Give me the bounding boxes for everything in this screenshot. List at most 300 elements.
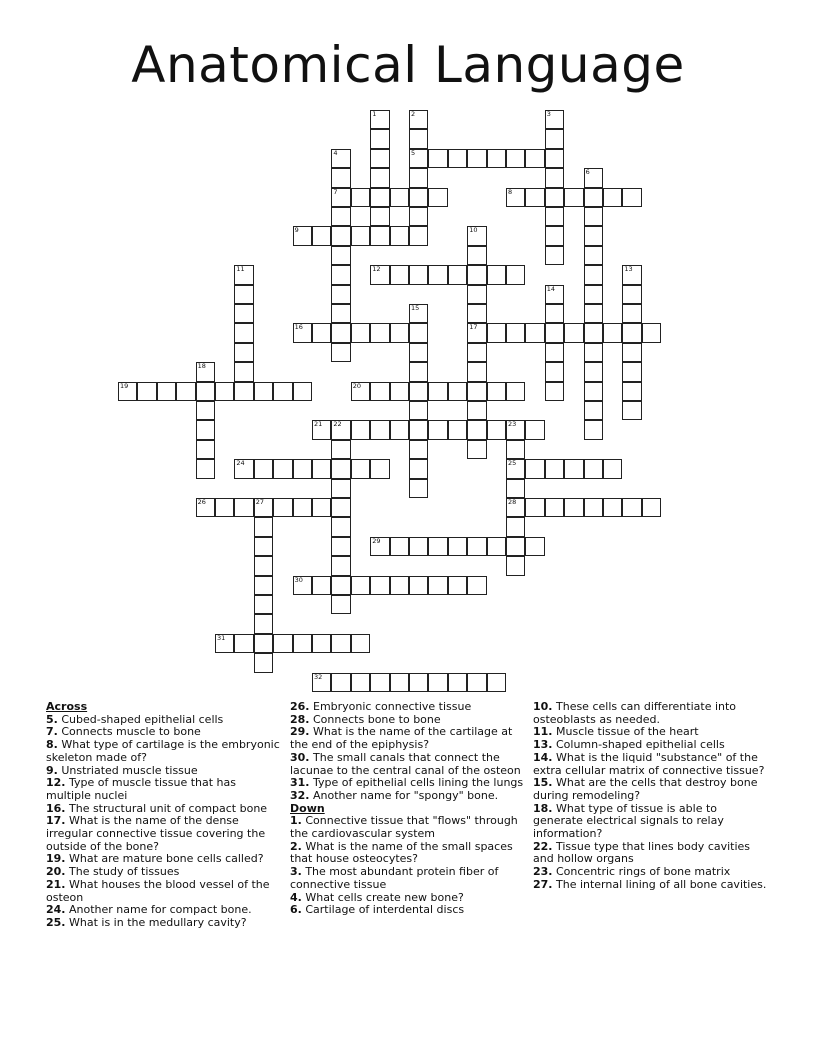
grid-cell[interactable] [196, 382, 215, 401]
grid-cell[interactable] [467, 246, 486, 265]
clue-text: What type of tissue is able to generate electrical signals to relay information? [533, 801, 724, 841]
grid-cell[interactable] [390, 420, 409, 439]
grid-cell[interactable] [215, 498, 234, 517]
grid-cell[interactable] [331, 149, 350, 168]
grid-cell[interactable] [196, 401, 215, 420]
clue-number: 7 [333, 187, 338, 196]
grid-cell[interactable] [273, 459, 292, 478]
grid-cell[interactable] [409, 459, 428, 478]
grid-cell[interactable] [409, 420, 428, 439]
grid-cell[interactable] [545, 382, 564, 401]
grid-cell[interactable] [584, 226, 603, 245]
grid-cell[interactable] [370, 420, 389, 439]
grid-cell[interactable] [487, 673, 506, 692]
grid-cell[interactable] [254, 634, 273, 653]
grid-cell[interactable] [370, 323, 389, 342]
grid-cell[interactable] [487, 149, 506, 168]
grid-cell[interactable] [390, 576, 409, 595]
grid-cell[interactable] [467, 420, 486, 439]
grid-cell[interactable] [428, 576, 447, 595]
clue-number-label: 28. [290, 712, 310, 726]
grid-cell[interactable] [467, 323, 486, 342]
grid-cell[interactable] [467, 537, 486, 556]
grid-cell[interactable] [622, 265, 641, 284]
grid-cell[interactable] [331, 537, 350, 556]
grid-cell[interactable] [584, 420, 603, 439]
grid-cell[interactable] [293, 323, 312, 342]
clue-text: What is the liquid "substance" of the extra cellular matrix of connective tissue? [533, 750, 765, 777]
grid-cell[interactable] [448, 673, 467, 692]
grid-cell[interactable] [487, 382, 506, 401]
grid-cell[interactable] [564, 459, 583, 478]
grid-cell[interactable] [545, 149, 564, 168]
grid-cell[interactable] [370, 537, 389, 556]
grid-cell[interactable] [331, 343, 350, 362]
grid-cell[interactable] [506, 440, 525, 459]
grid-cell[interactable] [506, 323, 525, 342]
clue-text: These cells can differentiate into osteoblasts as needed. [533, 700, 737, 726]
grid-cell[interactable] [545, 129, 564, 148]
grid-cell[interactable] [409, 110, 428, 129]
grid-cell[interactable] [370, 168, 389, 187]
clue-text: Muscle tissue of the heart [552, 725, 699, 739]
grid-cell[interactable] [506, 498, 525, 517]
clue-number: 27 [255, 498, 265, 506]
grid-cell[interactable] [137, 382, 156, 401]
clue-number: 25 [508, 459, 517, 468]
grid-cell[interactable] [409, 188, 428, 207]
grid-cell[interactable] [545, 168, 564, 187]
grid-cell[interactable] [273, 634, 292, 653]
grid-cell[interactable] [603, 323, 622, 342]
grid-cell[interactable] [642, 323, 661, 342]
grid-cell[interactable] [506, 149, 525, 168]
grid-cell[interactable] [331, 285, 350, 304]
grid-cell[interactable] [603, 498, 622, 517]
clue-item [46, 777, 282, 802]
grid-cell[interactable] [409, 576, 428, 595]
grid-cell[interactable] [312, 576, 331, 595]
clue-number: 19 [120, 381, 129, 390]
grid-cell[interactable] [506, 556, 525, 575]
grid-cell[interactable] [584, 401, 603, 420]
grid-cell[interactable] [409, 304, 428, 323]
grid-cell[interactable] [331, 246, 350, 265]
clue-number: 29 [372, 536, 381, 545]
grid-cell[interactable] [603, 188, 622, 207]
grid-cell[interactable] [584, 343, 603, 362]
grid-cell[interactable] [467, 673, 486, 692]
clue-number: 21 [314, 420, 323, 429]
grid-cell[interactable] [603, 459, 622, 478]
grid-cell[interactable] [312, 226, 331, 245]
grid-cell[interactable] [293, 498, 312, 517]
grid-cell[interactable] [370, 673, 389, 692]
clue-text: Another name for compact bone. [65, 903, 252, 917]
grid-cell[interactable] [312, 459, 331, 478]
grid-cell[interactable] [545, 207, 564, 226]
grid-cell[interactable] [584, 498, 603, 517]
clue-number: 6 [585, 168, 590, 177]
grid-cell[interactable] [506, 382, 525, 401]
grid-cell[interactable] [370, 576, 389, 595]
clue-number: 30 [294, 575, 303, 584]
grid-cell[interactable] [312, 420, 331, 439]
grid-cell[interactable] [467, 440, 486, 459]
across-header: Across [46, 700, 88, 713]
down-header: Down [290, 801, 325, 815]
grid-cell[interactable] [448, 537, 467, 556]
grid-cell[interactable] [234, 323, 253, 342]
grid-cell[interactable] [331, 265, 350, 284]
grid-cell[interactable] [293, 634, 312, 653]
grid-cell[interactable] [409, 401, 428, 420]
grid-cell[interactable] [525, 149, 544, 168]
grid-cell[interactable] [564, 498, 583, 517]
clue-item [533, 752, 769, 777]
grid-cell[interactable] [370, 207, 389, 226]
clue-number-label: 18. [533, 801, 553, 815]
clue-number: 20 [352, 381, 362, 390]
grid-cell[interactable] [331, 323, 350, 342]
grid-cell[interactable] [409, 673, 428, 692]
clue-number-label: 25. [46, 915, 66, 929]
grid-cell[interactable] [390, 188, 409, 207]
grid-cell[interactable] [545, 498, 564, 517]
clue-item [46, 917, 282, 930]
clue-number-label: 10. [533, 700, 553, 713]
grid-cell[interactable] [467, 576, 486, 595]
clue-item [290, 866, 526, 891]
grid-cell[interactable] [506, 479, 525, 498]
grid-cell[interactable] [409, 382, 428, 401]
clue-text: Type of muscle tissue that has multiple nuclei [46, 776, 236, 802]
grid-cell[interactable] [293, 576, 312, 595]
grid-cell[interactable] [273, 382, 292, 401]
clue-number-label: 15. [533, 776, 553, 790]
grid-cell[interactable] [409, 323, 428, 342]
grid-cell[interactable] [273, 498, 292, 517]
clue-number-label: 27. [533, 877, 553, 891]
grid-cell[interactable] [331, 556, 350, 575]
grid-cell[interactable] [642, 498, 661, 517]
clue-number-label: 9. [46, 763, 58, 777]
grid-cell[interactable] [331, 207, 350, 226]
grid-cell[interactable] [428, 188, 447, 207]
grid-cell[interactable] [409, 440, 428, 459]
grid-cell[interactable] [312, 634, 331, 653]
grid-cell[interactable] [448, 420, 467, 439]
grid-cell[interactable] [584, 304, 603, 323]
grid-cell[interactable] [351, 673, 370, 692]
clue-text: Tissue type that lines body cavities and hollow organs [533, 839, 751, 866]
grid-cell[interactable] [584, 168, 603, 187]
grid-cell[interactable] [467, 226, 486, 245]
grid-cell[interactable] [234, 362, 253, 381]
grid-cell[interactable] [196, 440, 215, 459]
grid-cell[interactable] [409, 168, 428, 187]
grid-cell[interactable] [409, 479, 428, 498]
clue-number-label: 14. [533, 750, 553, 764]
clue-item [290, 815, 526, 840]
grid-cell[interactable] [331, 420, 350, 439]
grid-cell[interactable] [390, 265, 409, 284]
clue-number-label: 4. [290, 890, 302, 904]
grid-cell[interactable] [331, 440, 350, 459]
grid-cell[interactable] [506, 517, 525, 536]
grid-cell[interactable] [506, 420, 525, 439]
grid-cell[interactable] [487, 323, 506, 342]
grid-cell[interactable] [234, 343, 253, 362]
clue-text: What houses the blood vessel of the osteon [46, 877, 270, 904]
grid-cell[interactable] [254, 382, 273, 401]
grid-cell[interactable] [467, 304, 486, 323]
grid-cell[interactable] [196, 362, 215, 381]
grid-cell[interactable] [467, 149, 486, 168]
grid-cell[interactable] [525, 323, 544, 342]
grid-cell[interactable] [506, 265, 525, 284]
clue-text: What are mature bone cells called? [65, 852, 264, 866]
grid-cell[interactable] [506, 537, 525, 556]
clue-text: Embryonic connective tissue [309, 700, 472, 713]
grid-cell[interactable] [409, 265, 428, 284]
grid-cell[interactable] [409, 537, 428, 556]
clue-text: Type of epithelial cells lining the lungs [309, 776, 524, 790]
clue-text: Concentric rings of bone matrix [552, 865, 731, 879]
grid-cell[interactable] [622, 362, 641, 381]
grid-cell[interactable] [254, 537, 273, 556]
grid-cell[interactable] [390, 226, 409, 245]
grid-cell[interactable] [351, 420, 370, 439]
clue-number-label: 13. [533, 738, 553, 752]
grid-cell[interactable] [331, 576, 350, 595]
grid-cell[interactable] [254, 614, 273, 633]
grid-cell[interactable] [622, 401, 641, 420]
clue-item [290, 904, 526, 917]
grid-cell[interactable] [331, 498, 350, 517]
grid-cell[interactable] [545, 362, 564, 381]
clue-number-label: 20. [46, 865, 66, 879]
grid-cell[interactable] [584, 265, 603, 284]
grid-cell[interactable] [196, 498, 215, 517]
grid-cell[interactable] [564, 323, 583, 342]
grid-cell[interactable] [584, 362, 603, 381]
clue-text: Connects bone to bone [309, 712, 441, 726]
grid-cell[interactable] [234, 382, 253, 401]
grid-cell[interactable] [545, 246, 564, 265]
clue-number: 11 [236, 265, 245, 274]
grid-cell[interactable] [196, 459, 215, 478]
grid-cell[interactable] [506, 188, 525, 207]
grid-cell[interactable] [254, 595, 273, 614]
grid-cell[interactable] [331, 673, 350, 692]
grid-cell[interactable] [467, 343, 486, 362]
grid-cell[interactable] [409, 226, 428, 245]
grid-cell[interactable] [545, 304, 564, 323]
clue-number: 2 [411, 110, 416, 118]
grid-cell[interactable] [409, 149, 428, 168]
grid-cell[interactable] [564, 188, 583, 207]
grid-cell[interactable] [293, 382, 312, 401]
clue-column-3 [533, 701, 769, 892]
grid-cell[interactable] [196, 420, 215, 439]
grid-cell[interactable] [545, 343, 564, 362]
grid-cell[interactable] [118, 382, 137, 401]
grid-cell[interactable] [254, 459, 273, 478]
grid-cell[interactable] [351, 459, 370, 478]
clue-text: What is the name of the cartilage at the end of the epiphysis? [290, 725, 513, 752]
clue-text: The structural unit of compact bone [65, 801, 268, 815]
grid-cell[interactable] [448, 576, 467, 595]
grid-cell[interactable] [622, 323, 641, 342]
grid-cell[interactable] [525, 188, 544, 207]
grid-cell[interactable] [622, 304, 641, 323]
grid-cell[interactable] [622, 188, 641, 207]
grid-cell[interactable] [331, 517, 350, 536]
grid-cell[interactable] [331, 226, 350, 245]
grid-cell[interactable] [370, 226, 389, 245]
grid-cell[interactable] [584, 207, 603, 226]
grid-cell[interactable] [293, 226, 312, 245]
grid-cell[interactable] [293, 459, 312, 478]
grid-cell[interactable] [390, 537, 409, 556]
grid-cell[interactable] [254, 653, 273, 672]
grid-cell[interactable] [622, 343, 641, 362]
grid-cell[interactable] [370, 149, 389, 168]
grid-cell[interactable] [351, 576, 370, 595]
grid-cell[interactable] [370, 382, 389, 401]
grid-cell[interactable] [622, 498, 641, 517]
grid-cell[interactable] [331, 304, 350, 323]
grid-cell[interactable] [545, 188, 564, 207]
grid-cell[interactable] [584, 285, 603, 304]
grid-cell[interactable] [370, 188, 389, 207]
grid-cell[interactable] [428, 149, 447, 168]
grid-cell[interactable] [234, 265, 253, 284]
clue-number-label: 26. [290, 700, 310, 713]
grid-cell[interactable] [525, 420, 544, 439]
grid-cell[interactable] [487, 420, 506, 439]
grid-cell[interactable] [584, 459, 603, 478]
grid-cell[interactable] [390, 673, 409, 692]
grid-cell[interactable] [234, 634, 253, 653]
grid-cell[interactable] [545, 323, 564, 342]
clue-number: 24 [236, 459, 245, 468]
clue-number-label: 22. [533, 839, 553, 853]
grid-cell[interactable] [215, 382, 234, 401]
grid-cell[interactable] [584, 188, 603, 207]
grid-cell[interactable] [331, 168, 350, 187]
grid-cell[interactable] [157, 382, 176, 401]
grid-cell[interactable] [428, 382, 447, 401]
grid-cell[interactable] [390, 382, 409, 401]
grid-cell[interactable] [584, 323, 603, 342]
grid-cell[interactable] [448, 265, 467, 284]
grid-cell[interactable] [545, 459, 564, 478]
grid-cell[interactable] [351, 226, 370, 245]
grid-cell[interactable] [370, 110, 389, 129]
grid-cell[interactable] [390, 323, 409, 342]
clue-number-label: 12. [46, 776, 66, 790]
grid-cell[interactable] [312, 323, 331, 342]
clue-number: 8 [508, 187, 513, 196]
grid-cell[interactable] [487, 265, 506, 284]
grid-cell[interactable] [545, 226, 564, 245]
grid-cell[interactable] [428, 265, 447, 284]
grid-cell[interactable] [428, 673, 447, 692]
grid-cell[interactable] [234, 459, 253, 478]
grid-cell[interactable] [312, 498, 331, 517]
grid-cell[interactable] [351, 382, 370, 401]
grid-cell[interactable] [176, 382, 195, 401]
grid-cell[interactable] [467, 285, 486, 304]
grid-cell[interactable] [254, 498, 273, 517]
grid-cell[interactable] [370, 129, 389, 148]
grid-cell[interactable] [351, 634, 370, 653]
grid-cell[interactable] [525, 537, 544, 556]
grid-cell[interactable] [409, 343, 428, 362]
clue-number: 1 [372, 110, 377, 118]
grid-cell[interactable] [467, 265, 486, 284]
grid-cell[interactable] [525, 459, 544, 478]
clue-number-label: 30. [290, 750, 310, 764]
grid-cell[interactable] [622, 382, 641, 401]
clue-number-label: 21. [46, 877, 66, 891]
grid-cell[interactable] [351, 188, 370, 207]
grid-cell[interactable] [467, 401, 486, 420]
grid-cell[interactable] [351, 323, 370, 342]
clue-number: 32 [314, 672, 323, 681]
grid-cell[interactable] [487, 537, 506, 556]
clue-number-label: 29. [290, 725, 310, 739]
clue-number-label: 5. [46, 712, 58, 726]
grid-cell[interactable] [506, 459, 525, 478]
grid-cell[interactable] [370, 265, 389, 284]
grid-cell[interactable] [254, 576, 273, 595]
grid-cell[interactable] [525, 498, 544, 517]
grid-cell[interactable] [234, 498, 253, 517]
grid-cell[interactable] [448, 382, 467, 401]
grid-cell[interactable] [584, 382, 603, 401]
clue-item [46, 739, 282, 764]
grid-cell[interactable] [467, 362, 486, 381]
grid-cell[interactable] [409, 129, 428, 148]
grid-cell[interactable] [234, 285, 253, 304]
grid-cell[interactable] [622, 285, 641, 304]
grid-cell[interactable] [331, 479, 350, 498]
grid-cell[interactable] [409, 207, 428, 226]
grid-cell[interactable] [467, 382, 486, 401]
grid-cell[interactable] [428, 537, 447, 556]
grid-cell[interactable] [331, 634, 350, 653]
grid-cell[interactable] [409, 362, 428, 381]
grid-cell[interactable] [545, 285, 564, 304]
grid-cell[interactable] [545, 110, 564, 129]
grid-cell[interactable] [234, 304, 253, 323]
clue-number: 28 [508, 498, 517, 506]
grid-cell[interactable] [215, 634, 234, 653]
grid-cell[interactable] [331, 459, 350, 478]
grid-cell[interactable] [331, 595, 350, 614]
grid-cell[interactable] [584, 246, 603, 265]
grid-cell[interactable] [312, 673, 331, 692]
grid-cell[interactable] [370, 459, 389, 478]
grid-cell[interactable] [331, 188, 350, 207]
grid-cell[interactable] [254, 556, 273, 575]
grid-cell[interactable] [448, 149, 467, 168]
grid-cell[interactable] [428, 420, 447, 439]
grid-cell[interactable] [254, 517, 273, 536]
